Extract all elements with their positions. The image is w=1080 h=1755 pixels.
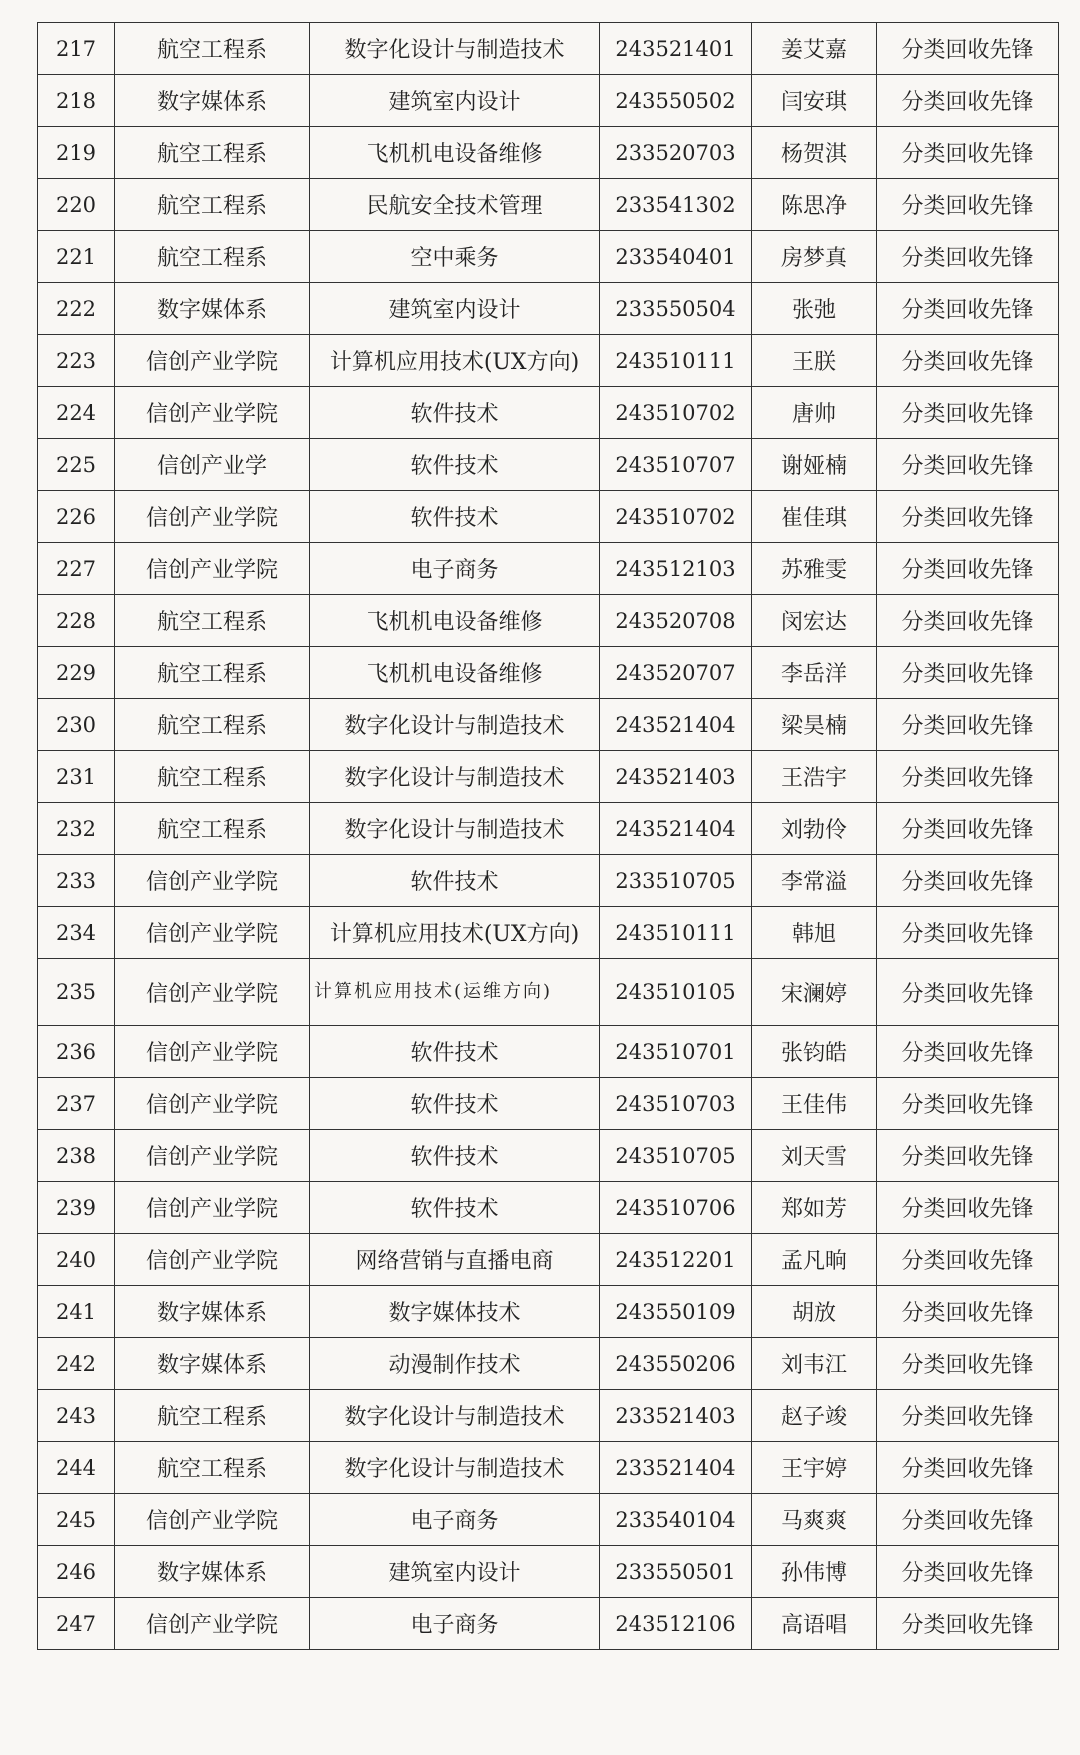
major-cell: 电子商务 bbox=[310, 543, 600, 595]
department-cell: 航空工程系 bbox=[115, 595, 310, 647]
award-title-cell: 分类回收先锋 bbox=[877, 1338, 1059, 1390]
award-title-cell: 分类回收先锋 bbox=[877, 855, 1059, 907]
row-number-cell: 228 bbox=[38, 595, 115, 647]
award-title-cell: 分类回收先锋 bbox=[877, 699, 1059, 751]
department-cell: 航空工程系 bbox=[115, 1390, 310, 1442]
student-name-cell: 高语唱 bbox=[752, 1598, 877, 1650]
table-row bbox=[38, 335, 1059, 387]
table-row bbox=[38, 855, 1059, 907]
award-title-cell: 分类回收先锋 bbox=[877, 387, 1059, 439]
department-cell: 信创产业学院 bbox=[115, 1234, 310, 1286]
department-cell: 航空工程系 bbox=[115, 751, 310, 803]
table-row bbox=[38, 1078, 1059, 1130]
row-number-cell: 218 bbox=[38, 75, 115, 127]
student-id-cell: 233550501 bbox=[600, 1546, 752, 1598]
student-name-cell: 闵宏达 bbox=[752, 595, 877, 647]
student-name-cell: 陈思净 bbox=[752, 179, 877, 231]
student-id-cell: 233541302 bbox=[600, 179, 752, 231]
award-title-cell: 分类回收先锋 bbox=[877, 803, 1059, 855]
award-title-cell: 分类回收先锋 bbox=[877, 1286, 1059, 1338]
student-name-cell: 胡放 bbox=[752, 1286, 877, 1338]
student-name-cell: 李常溢 bbox=[752, 855, 877, 907]
table-row bbox=[38, 1390, 1059, 1442]
student-name-cell: 孟凡晌 bbox=[752, 1234, 877, 1286]
row-number-cell: 237 bbox=[38, 1078, 115, 1130]
department-cell: 信创产业学院 bbox=[115, 1182, 310, 1234]
table-row bbox=[38, 751, 1059, 803]
student-id-cell: 243520708 bbox=[600, 595, 752, 647]
major-cell: 电子商务 bbox=[310, 1494, 600, 1546]
major-cell: 计算机应用技术(UX方向) bbox=[310, 335, 600, 387]
award-title-cell: 分类回收先锋 bbox=[877, 959, 1059, 1026]
table-row bbox=[38, 75, 1059, 127]
department-cell: 信创产业学 bbox=[115, 439, 310, 491]
table-row bbox=[38, 907, 1059, 959]
student-id-cell: 243521404 bbox=[600, 699, 752, 751]
student-name-cell: 马爽爽 bbox=[752, 1494, 877, 1546]
award-table bbox=[37, 22, 1059, 1650]
row-number-cell: 219 bbox=[38, 127, 115, 179]
student-id-cell: 243521401 bbox=[600, 23, 752, 75]
table-row bbox=[38, 231, 1059, 283]
major-cell: 数字化设计与制造技术 bbox=[310, 1442, 600, 1494]
student-name-cell: 张弛 bbox=[752, 283, 877, 335]
department-cell: 航空工程系 bbox=[115, 231, 310, 283]
major-cell: 计算机应用技术(UX方向) bbox=[310, 907, 600, 959]
student-id-cell: 243510705 bbox=[600, 1130, 752, 1182]
table-row bbox=[38, 387, 1059, 439]
major-cell: 建筑室内设计 bbox=[310, 283, 600, 335]
table-row bbox=[38, 1234, 1059, 1286]
row-number-cell: 231 bbox=[38, 751, 115, 803]
award-title-cell: 分类回收先锋 bbox=[877, 595, 1059, 647]
award-title-cell: 分类回收先锋 bbox=[877, 127, 1059, 179]
department-cell: 信创产业学院 bbox=[115, 907, 310, 959]
student-id-cell: 243510707 bbox=[600, 439, 752, 491]
department-cell: 航空工程系 bbox=[115, 803, 310, 855]
table-row bbox=[38, 491, 1059, 543]
award-title-cell: 分类回收先锋 bbox=[877, 647, 1059, 699]
table-row bbox=[38, 647, 1059, 699]
student-name-cell: 孙伟博 bbox=[752, 1546, 877, 1598]
student-id-cell: 243512106 bbox=[600, 1598, 752, 1650]
student-name-cell: 宋澜婷 bbox=[752, 959, 877, 1026]
major-cell: 飞机机电设备维修 bbox=[310, 127, 600, 179]
department-cell: 航空工程系 bbox=[115, 179, 310, 231]
department-cell: 数字媒体系 bbox=[115, 283, 310, 335]
row-number-cell: 230 bbox=[38, 699, 115, 751]
student-id-cell: 243521404 bbox=[600, 803, 752, 855]
student-id-cell: 243512201 bbox=[600, 1234, 752, 1286]
row-number-cell: 222 bbox=[38, 283, 115, 335]
award-title-cell: 分类回收先锋 bbox=[877, 75, 1059, 127]
award-title-cell: 分类回收先锋 bbox=[877, 283, 1059, 335]
row-number-cell: 243 bbox=[38, 1390, 115, 1442]
major-cell: 动漫制作技术 bbox=[310, 1338, 600, 1390]
department-cell: 信创产业学院 bbox=[115, 959, 310, 1026]
student-name-cell: 李岳洋 bbox=[752, 647, 877, 699]
award-title-cell: 分类回收先锋 bbox=[877, 231, 1059, 283]
student-id-cell: 243521403 bbox=[600, 751, 752, 803]
award-title-cell: 分类回收先锋 bbox=[877, 1598, 1059, 1650]
row-number-cell: 241 bbox=[38, 1286, 115, 1338]
student-id-cell: 233540104 bbox=[600, 1494, 752, 1546]
student-name-cell: 赵子竣 bbox=[752, 1390, 877, 1442]
major-cell: 软件技术 bbox=[310, 1078, 600, 1130]
award-title-cell: 分类回收先锋 bbox=[877, 179, 1059, 231]
major-cell: 网络营销与直播电商 bbox=[310, 1234, 600, 1286]
student-id-cell: 233521403 bbox=[600, 1390, 752, 1442]
student-name-cell: 谢娅楠 bbox=[752, 439, 877, 491]
student-name-cell: 杨贺淇 bbox=[752, 127, 877, 179]
row-number-cell: 242 bbox=[38, 1338, 115, 1390]
table-row bbox=[38, 959, 1059, 1026]
major-cell: 计算机应用技术(运维方向) bbox=[310, 959, 600, 1026]
student-name-cell: 刘天雪 bbox=[752, 1130, 877, 1182]
table-row bbox=[38, 1286, 1059, 1338]
major-cell: 软件技术 bbox=[310, 855, 600, 907]
row-number-cell: 229 bbox=[38, 647, 115, 699]
student-id-cell: 233521404 bbox=[600, 1442, 752, 1494]
department-cell: 信创产业学院 bbox=[115, 335, 310, 387]
award-table-body bbox=[38, 23, 1059, 1650]
major-cell: 数字化设计与制造技术 bbox=[310, 803, 600, 855]
table-row bbox=[38, 1026, 1059, 1078]
table-row bbox=[38, 1442, 1059, 1494]
major-cell: 飞机机电设备维修 bbox=[310, 647, 600, 699]
department-cell: 信创产业学院 bbox=[115, 1598, 310, 1650]
table-row bbox=[38, 283, 1059, 335]
award-title-cell: 分类回收先锋 bbox=[877, 491, 1059, 543]
student-name-cell: 郑如芳 bbox=[752, 1182, 877, 1234]
department-cell: 信创产业学院 bbox=[115, 1026, 310, 1078]
student-id-cell: 243550206 bbox=[600, 1338, 752, 1390]
row-number-cell: 234 bbox=[38, 907, 115, 959]
table-row bbox=[38, 1182, 1059, 1234]
student-id-cell: 243510703 bbox=[600, 1078, 752, 1130]
student-id-cell: 243510111 bbox=[600, 335, 752, 387]
award-title-cell: 分类回收先锋 bbox=[877, 439, 1059, 491]
student-id-cell: 233520703 bbox=[600, 127, 752, 179]
student-id-cell: 243550502 bbox=[600, 75, 752, 127]
major-cell: 数字媒体技术 bbox=[310, 1286, 600, 1338]
major-cell: 数字化设计与制造技术 bbox=[310, 1390, 600, 1442]
row-number-cell: 223 bbox=[38, 335, 115, 387]
award-list-sheet bbox=[37, 22, 1058, 1650]
row-number-cell: 232 bbox=[38, 803, 115, 855]
row-number-cell: 235 bbox=[38, 959, 115, 1026]
student-name-cell: 唐帅 bbox=[752, 387, 877, 439]
department-cell: 航空工程系 bbox=[115, 23, 310, 75]
row-number-cell: 226 bbox=[38, 491, 115, 543]
student-name-cell: 王宇婷 bbox=[752, 1442, 877, 1494]
major-cell: 数字化设计与制造技术 bbox=[310, 699, 600, 751]
row-number-cell: 233 bbox=[38, 855, 115, 907]
award-title-cell: 分类回收先锋 bbox=[877, 751, 1059, 803]
student-name-cell: 刘勃伶 bbox=[752, 803, 877, 855]
major-cell: 数字化设计与制造技术 bbox=[310, 23, 600, 75]
table-row bbox=[38, 439, 1059, 491]
department-cell: 信创产业学院 bbox=[115, 491, 310, 543]
table-row bbox=[38, 179, 1059, 231]
row-number-cell: 244 bbox=[38, 1442, 115, 1494]
table-row bbox=[38, 1338, 1059, 1390]
student-id-cell: 233510705 bbox=[600, 855, 752, 907]
major-cell: 软件技术 bbox=[310, 1182, 600, 1234]
student-id-cell: 243510701 bbox=[600, 1026, 752, 1078]
award-title-cell: 分类回收先锋 bbox=[877, 1234, 1059, 1286]
table-row bbox=[38, 699, 1059, 751]
student-name-cell: 苏雅雯 bbox=[752, 543, 877, 595]
student-id-cell: 243550109 bbox=[600, 1286, 752, 1338]
student-id-cell: 233550504 bbox=[600, 283, 752, 335]
student-name-cell: 崔佳琪 bbox=[752, 491, 877, 543]
award-title-cell: 分类回收先锋 bbox=[877, 1130, 1059, 1182]
row-number-cell: 227 bbox=[38, 543, 115, 595]
major-cell: 数字化设计与制造技术 bbox=[310, 751, 600, 803]
major-cell: 软件技术 bbox=[310, 387, 600, 439]
student-name-cell: 梁昊楠 bbox=[752, 699, 877, 751]
student-id-cell: 243512103 bbox=[600, 543, 752, 595]
row-number-cell: 221 bbox=[38, 231, 115, 283]
row-number-cell: 245 bbox=[38, 1494, 115, 1546]
major-cell: 软件技术 bbox=[310, 491, 600, 543]
major-cell: 空中乘务 bbox=[310, 231, 600, 283]
row-number-cell: 247 bbox=[38, 1598, 115, 1650]
student-id-cell: 243510702 bbox=[600, 387, 752, 439]
row-number-cell: 225 bbox=[38, 439, 115, 491]
row-number-cell: 236 bbox=[38, 1026, 115, 1078]
department-cell: 信创产业学院 bbox=[115, 1078, 310, 1130]
department-cell: 信创产业学院 bbox=[115, 855, 310, 907]
student-id-cell: 233540401 bbox=[600, 231, 752, 283]
department-cell: 信创产业学院 bbox=[115, 1494, 310, 1546]
table-row bbox=[38, 127, 1059, 179]
student-name-cell: 闫安琪 bbox=[752, 75, 877, 127]
table-row bbox=[38, 595, 1059, 647]
student-id-cell: 243510105 bbox=[600, 959, 752, 1026]
major-cell: 建筑室内设计 bbox=[310, 1546, 600, 1598]
row-number-cell: 240 bbox=[38, 1234, 115, 1286]
table-row bbox=[38, 1546, 1059, 1598]
student-id-cell: 243520707 bbox=[600, 647, 752, 699]
award-title-cell: 分类回收先锋 bbox=[877, 1442, 1059, 1494]
department-cell: 数字媒体系 bbox=[115, 75, 310, 127]
student-id-cell: 243510111 bbox=[600, 907, 752, 959]
student-name-cell: 房梦真 bbox=[752, 231, 877, 283]
department-cell: 信创产业学院 bbox=[115, 1130, 310, 1182]
student-name-cell: 王朕 bbox=[752, 335, 877, 387]
student-name-cell: 姜艾嘉 bbox=[752, 23, 877, 75]
student-name-cell: 王浩宇 bbox=[752, 751, 877, 803]
major-cell: 建筑室内设计 bbox=[310, 75, 600, 127]
award-title-cell: 分类回收先锋 bbox=[877, 1494, 1059, 1546]
department-cell: 数字媒体系 bbox=[115, 1338, 310, 1390]
department-cell: 航空工程系 bbox=[115, 127, 310, 179]
table-row bbox=[38, 23, 1059, 75]
table-row bbox=[38, 543, 1059, 595]
major-cell: 软件技术 bbox=[310, 439, 600, 491]
award-title-cell: 分类回收先锋 bbox=[877, 1026, 1059, 1078]
student-name-cell: 韩旭 bbox=[752, 907, 877, 959]
major-cell: 电子商务 bbox=[310, 1598, 600, 1650]
award-title-cell: 分类回收先锋 bbox=[877, 907, 1059, 959]
student-name-cell: 王佳伟 bbox=[752, 1078, 877, 1130]
department-cell: 航空工程系 bbox=[115, 1442, 310, 1494]
table-row bbox=[38, 1494, 1059, 1546]
department-cell: 数字媒体系 bbox=[115, 1286, 310, 1338]
major-cell: 飞机机电设备维修 bbox=[310, 595, 600, 647]
student-id-cell: 243510702 bbox=[600, 491, 752, 543]
row-number-cell: 224 bbox=[38, 387, 115, 439]
award-title-cell: 分类回收先锋 bbox=[877, 1182, 1059, 1234]
award-title-cell: 分类回收先锋 bbox=[877, 335, 1059, 387]
student-name-cell: 刘韦江 bbox=[752, 1338, 877, 1390]
table-row bbox=[38, 1130, 1059, 1182]
award-title-cell: 分类回收先锋 bbox=[877, 23, 1059, 75]
table-row bbox=[38, 803, 1059, 855]
row-number-cell: 246 bbox=[38, 1546, 115, 1598]
row-number-cell: 239 bbox=[38, 1182, 115, 1234]
table-row bbox=[38, 1598, 1059, 1650]
department-cell: 航空工程系 bbox=[115, 699, 310, 751]
row-number-cell: 217 bbox=[38, 23, 115, 75]
row-number-cell: 220 bbox=[38, 179, 115, 231]
department-cell: 信创产业学院 bbox=[115, 543, 310, 595]
award-title-cell: 分类回收先锋 bbox=[877, 1546, 1059, 1598]
award-title-cell: 分类回收先锋 bbox=[877, 1390, 1059, 1442]
department-cell: 数字媒体系 bbox=[115, 1546, 310, 1598]
award-title-cell: 分类回收先锋 bbox=[877, 1078, 1059, 1130]
department-cell: 信创产业学院 bbox=[115, 387, 310, 439]
student-name-cell: 张钧皓 bbox=[752, 1026, 877, 1078]
row-number-cell: 238 bbox=[38, 1130, 115, 1182]
department-cell: 航空工程系 bbox=[115, 647, 310, 699]
award-title-cell: 分类回收先锋 bbox=[877, 543, 1059, 595]
major-cell: 软件技术 bbox=[310, 1026, 600, 1078]
major-cell: 软件技术 bbox=[310, 1130, 600, 1182]
major-cell: 民航安全技术管理 bbox=[310, 179, 600, 231]
student-id-cell: 243510706 bbox=[600, 1182, 752, 1234]
